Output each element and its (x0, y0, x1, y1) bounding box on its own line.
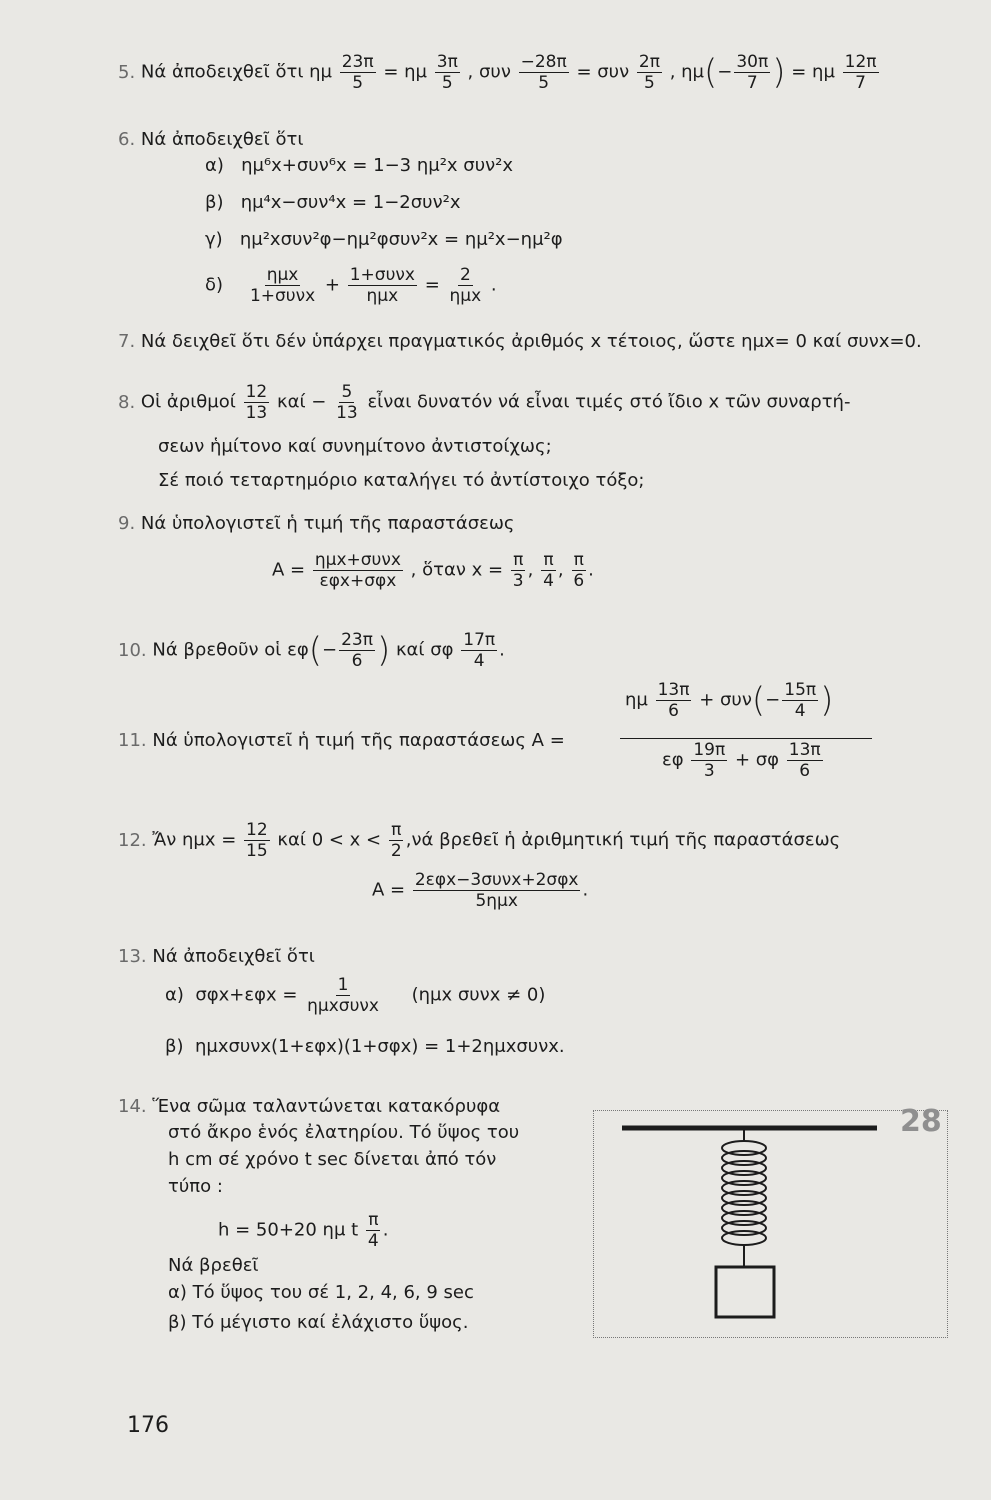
height-formula: h = 50+20 ημ t $\frac{\pi}{4}$ . (218, 1210, 389, 1251)
problem-number: 12. (118, 829, 147, 851)
problem-number: 9. (118, 513, 136, 534)
problem-number: 7. (118, 331, 136, 352)
problem-number: 8. (118, 391, 136, 413)
problem-8: 8. Οἱ ἀριθμοί $\frac{12}{13}$ καί − $\frac{5}{13}$ εἶναι δυνατόν νά εἶναι τιμές στό ἴδιο x τῶν συναρτή- (118, 382, 851, 423)
problem-number: 5. (118, 61, 136, 83)
textbook-page: 5. Νά ἀποδειχθεῖ ὅτι ημ $\frac{23\pi}{5}$ = ημ $\frac{3\pi}{5}$ , συν $\frac{-28\pi}{5}$ = συν $\frac{2\pi}{5}$ , ημ(− $\frac{30\pi}{7}$ ) = ημ $\frac{12\pi}{7}$ 6. Νά ἀποδειχθεῖ ὅτι α) ημ⁶x+συν⁶x = 1−3 ημ²x συν²x β) ημ⁴x−συν⁴x = 1−2συν²x γ) ημ²xσυν²φ−ημ²φσυν²x = ημ²x−ημ²φ δ) $\frac{\text{ημx}}{\text{1+συνx}}$ + $\frac{\text{1+συνx}}{\text{ημx}}$ = $\frac{2}{\text{ημx}}$ . 7. Νά δειχθεῖ ὅτι δέν ὑπάρχει πραγματικός ἀριθμός x τέτοιος, ὥστε ημx= 0 καί συνx=0. 8. Οἱ ἀριθμοί $\frac{12}{13}$ καί − $\frac{5}{13}$ εἶναι δυνατόν νά εἶναι τιμές στό ἴδιο x τῶν συναρτή- σεων ἡμίτονο καί συνημίτονο ἀντιστοίχως; Σέ ποιό τεταρτημόριο καταλήγει τό ἀντίστοιχο τόξο; 9. Νά ὑπολογιστεῖ ἡ τιμή τῆς παραστάσεως A = $\frac{\text{ημx+συνx}}{\text{εφx+σφx}}$ , ὅταν x = $\frac{\pi}{3}$ , $\frac{\pi}{4}$ , $\frac{\pi}{6}$ . 10. Νά βρεθοῦν οἱ εφ(− $\frac{23\pi}{6}$ ) καί σφ $\frac{17\pi}{4}$ . 11. Νά ὑπολογιστεῖ ἡ τιμή τῆς παραστάσεως A = ημ $\frac{13\pi}{6}$ + συν(− $\frac{15\pi}{4}$ ) εφ $\frac{19\pi}{3}$ + σφ $\frac{13\pi}{6}$ 12. Ἄν ημx = $\frac{12}{15}$ καί 0 < x < $\frac{\pi}{2}$ ,νά βρεθεῖ ἡ ἀριθμητική τιμή τῆς παραστάσεως A = $\frac{\text{2εφx−3συνx+2σφx}}{\text{5ημx}}$ . 13. Νά ἀποδειχθεῖ ὅτι α) σφx+εφx = $\frac{1}{\text{ημxσυνx}}$ (ημx συνx ≠ 0) β) ημxσυνx(1+εφx)(1+σφx) = 1+2ημxσυνx. 14. Ἕνα σῶμα ταλαντώνεται κατακόρυφα στό ἄκρο ἑνός ἐλατηρίου. Τό ὕψος του h cm σέ χρόνο t sec δίνεται ἀπό τόν τύπο : h = 50+20 ημ t $\frac{\pi}{4}$ . Νά βρεθεῖ α) Τό ὕψος του σέ 1, 2, 4, 6, 9 sec β) Τό μέγιστο καί ἐλάχιστο ὕψος. 28 176 (0, 0, 991, 1500)
problem-8-line2: σεων ἡμίτονο καί συνημίτονο ἀντιστοίχως; (158, 436, 552, 457)
fraction: $\frac{3\pi}{5}$ (436, 52, 458, 93)
problem-6d: δ) $\frac{\text{ημx}}{\text{1+συνx}}$ + $\frac{\text{1+συνx}}{\text{ημx}}$ = $\frac{2}{\text{ημx}}$ . (205, 265, 497, 306)
fraction: $\frac{-28\pi}{5}$ (520, 52, 567, 93)
page-number: 176 (127, 1413, 169, 1438)
problem-13a: α) σφx+εφx = $\frac{1}{\text{ημxσυνx}}$ (ημx συνx ≠ 0) (165, 975, 546, 1016)
problem-13: 13. Νά ἀποδειχθεῖ ὅτι (118, 946, 315, 967)
problem-7: 7. Νά δειχθεῖ ὅτι δέν ὑπάρχει πραγματικός ἀριθμός x τέτοιος, ὥστε ημx= 0 καί συνx=0. (118, 331, 922, 352)
problem-number: 13. (118, 946, 147, 967)
problem-8-line3: Σέ ποιό τεταρτημόριο καταλήγει τό ἀντίστοιχο τόξο; (158, 470, 645, 491)
fraction: $\frac{30\pi}{7}$ (736, 52, 769, 93)
problem-14a: α) Τό ὕψος του σέ 1, 2, 4, 6, 9 sec (168, 1282, 474, 1303)
problem-11-numerator: ημ $\frac{13\pi}{6}$ + συν(− $\frac{15\pi}{4}$ ) (625, 680, 834, 721)
problem-11: 11. Νά ὑπολογιστεῖ ἡ τιμή τῆς παραστάσεως A = (118, 730, 565, 751)
problem-9: 9. Νά ὑπολογιστεῖ ἡ τιμή τῆς παραστάσεως (118, 513, 515, 534)
fraction-bar (620, 738, 872, 739)
problem-9-formula: A = $\frac{\text{ημx+συνx}}{\text{εφx+σφx}}$ , ὅταν x = $\frac{\pi}{3}$ , $\frac{\pi}{4}$ , $\frac{\pi}{6}$ . (272, 550, 594, 591)
section-badge: 28 (900, 1104, 942, 1139)
problem-12-formula: A = $\frac{\text{2εφx−3συνx+2σφx}}{\text{5ημx}}$ . (372, 870, 589, 911)
problem-6c: γ) ημ²xσυν²φ−ημ²φσυν²x = ημ²x−ημ²φ (205, 229, 563, 250)
problem-6: 6. Νά ἀποδειχθεῖ ὅτι (118, 129, 304, 150)
mass-block (716, 1267, 774, 1317)
problem-10: 10. Νά βρεθοῦν οἱ εφ(− $\frac{23\pi}{6}$ ) καί σφ $\frac{17\pi}{4}$ . (118, 630, 505, 671)
problem-5: 5. Νά ἀποδειχθεῖ ὅτι ημ $\frac{23\pi}{5}$ = ημ $\frac{3\pi}{5}$ , συν $\frac{-28\pi}{5}$ = συν $\frac{2\pi}{5}$ , ημ(− $\frac{30\pi}{7}$ ) = ημ $\frac{12\pi}{7}$ (118, 52, 877, 93)
problem-13b: β) ημxσυνx(1+εφx)(1+σφx) = 1+2ημxσυνx. (165, 1036, 565, 1057)
problem-14: 14. Ἕνα σῶμα ταλαντώνεται κατακόρυφα (118, 1096, 501, 1117)
fraction: $\frac{23\pi}{5}$ (341, 52, 374, 93)
fraction: $\frac{2\pi}{5}$ (638, 52, 660, 93)
problem-number: 14. (118, 1096, 147, 1117)
problem-6b: β) ημ⁴x−συν⁴x = 1−2συν²x (205, 192, 461, 213)
problem-number: 10. (118, 639, 147, 661)
spring-diagram (594, 1111, 947, 1337)
spring-coils (722, 1141, 766, 1245)
fraction: $\frac{12\pi}{7}$ (844, 52, 877, 93)
problem-number: 6. (118, 129, 136, 150)
problem-12: 12. Ἄν ημx = $\frac{12}{15}$ καί 0 < x < $\frac{\pi}{2}$ ,νά βρεθεῖ ἡ ἀριθμητική τιμή τῆς παραστάσεως (118, 820, 841, 861)
problem-6a: α) ημ⁶x+συν⁶x = 1−3 ημ²x συν²x (205, 155, 514, 176)
spring-figure (593, 1110, 948, 1338)
problem-14b: β) Τό μέγιστο καί ἐλάχιστο ὕψος. (168, 1312, 469, 1333)
problem-number: 11. (118, 730, 147, 751)
problem-11-denominator: εφ $\frac{19\pi}{3}$ + σφ $\frac{13\pi}{6}$ (662, 740, 821, 781)
